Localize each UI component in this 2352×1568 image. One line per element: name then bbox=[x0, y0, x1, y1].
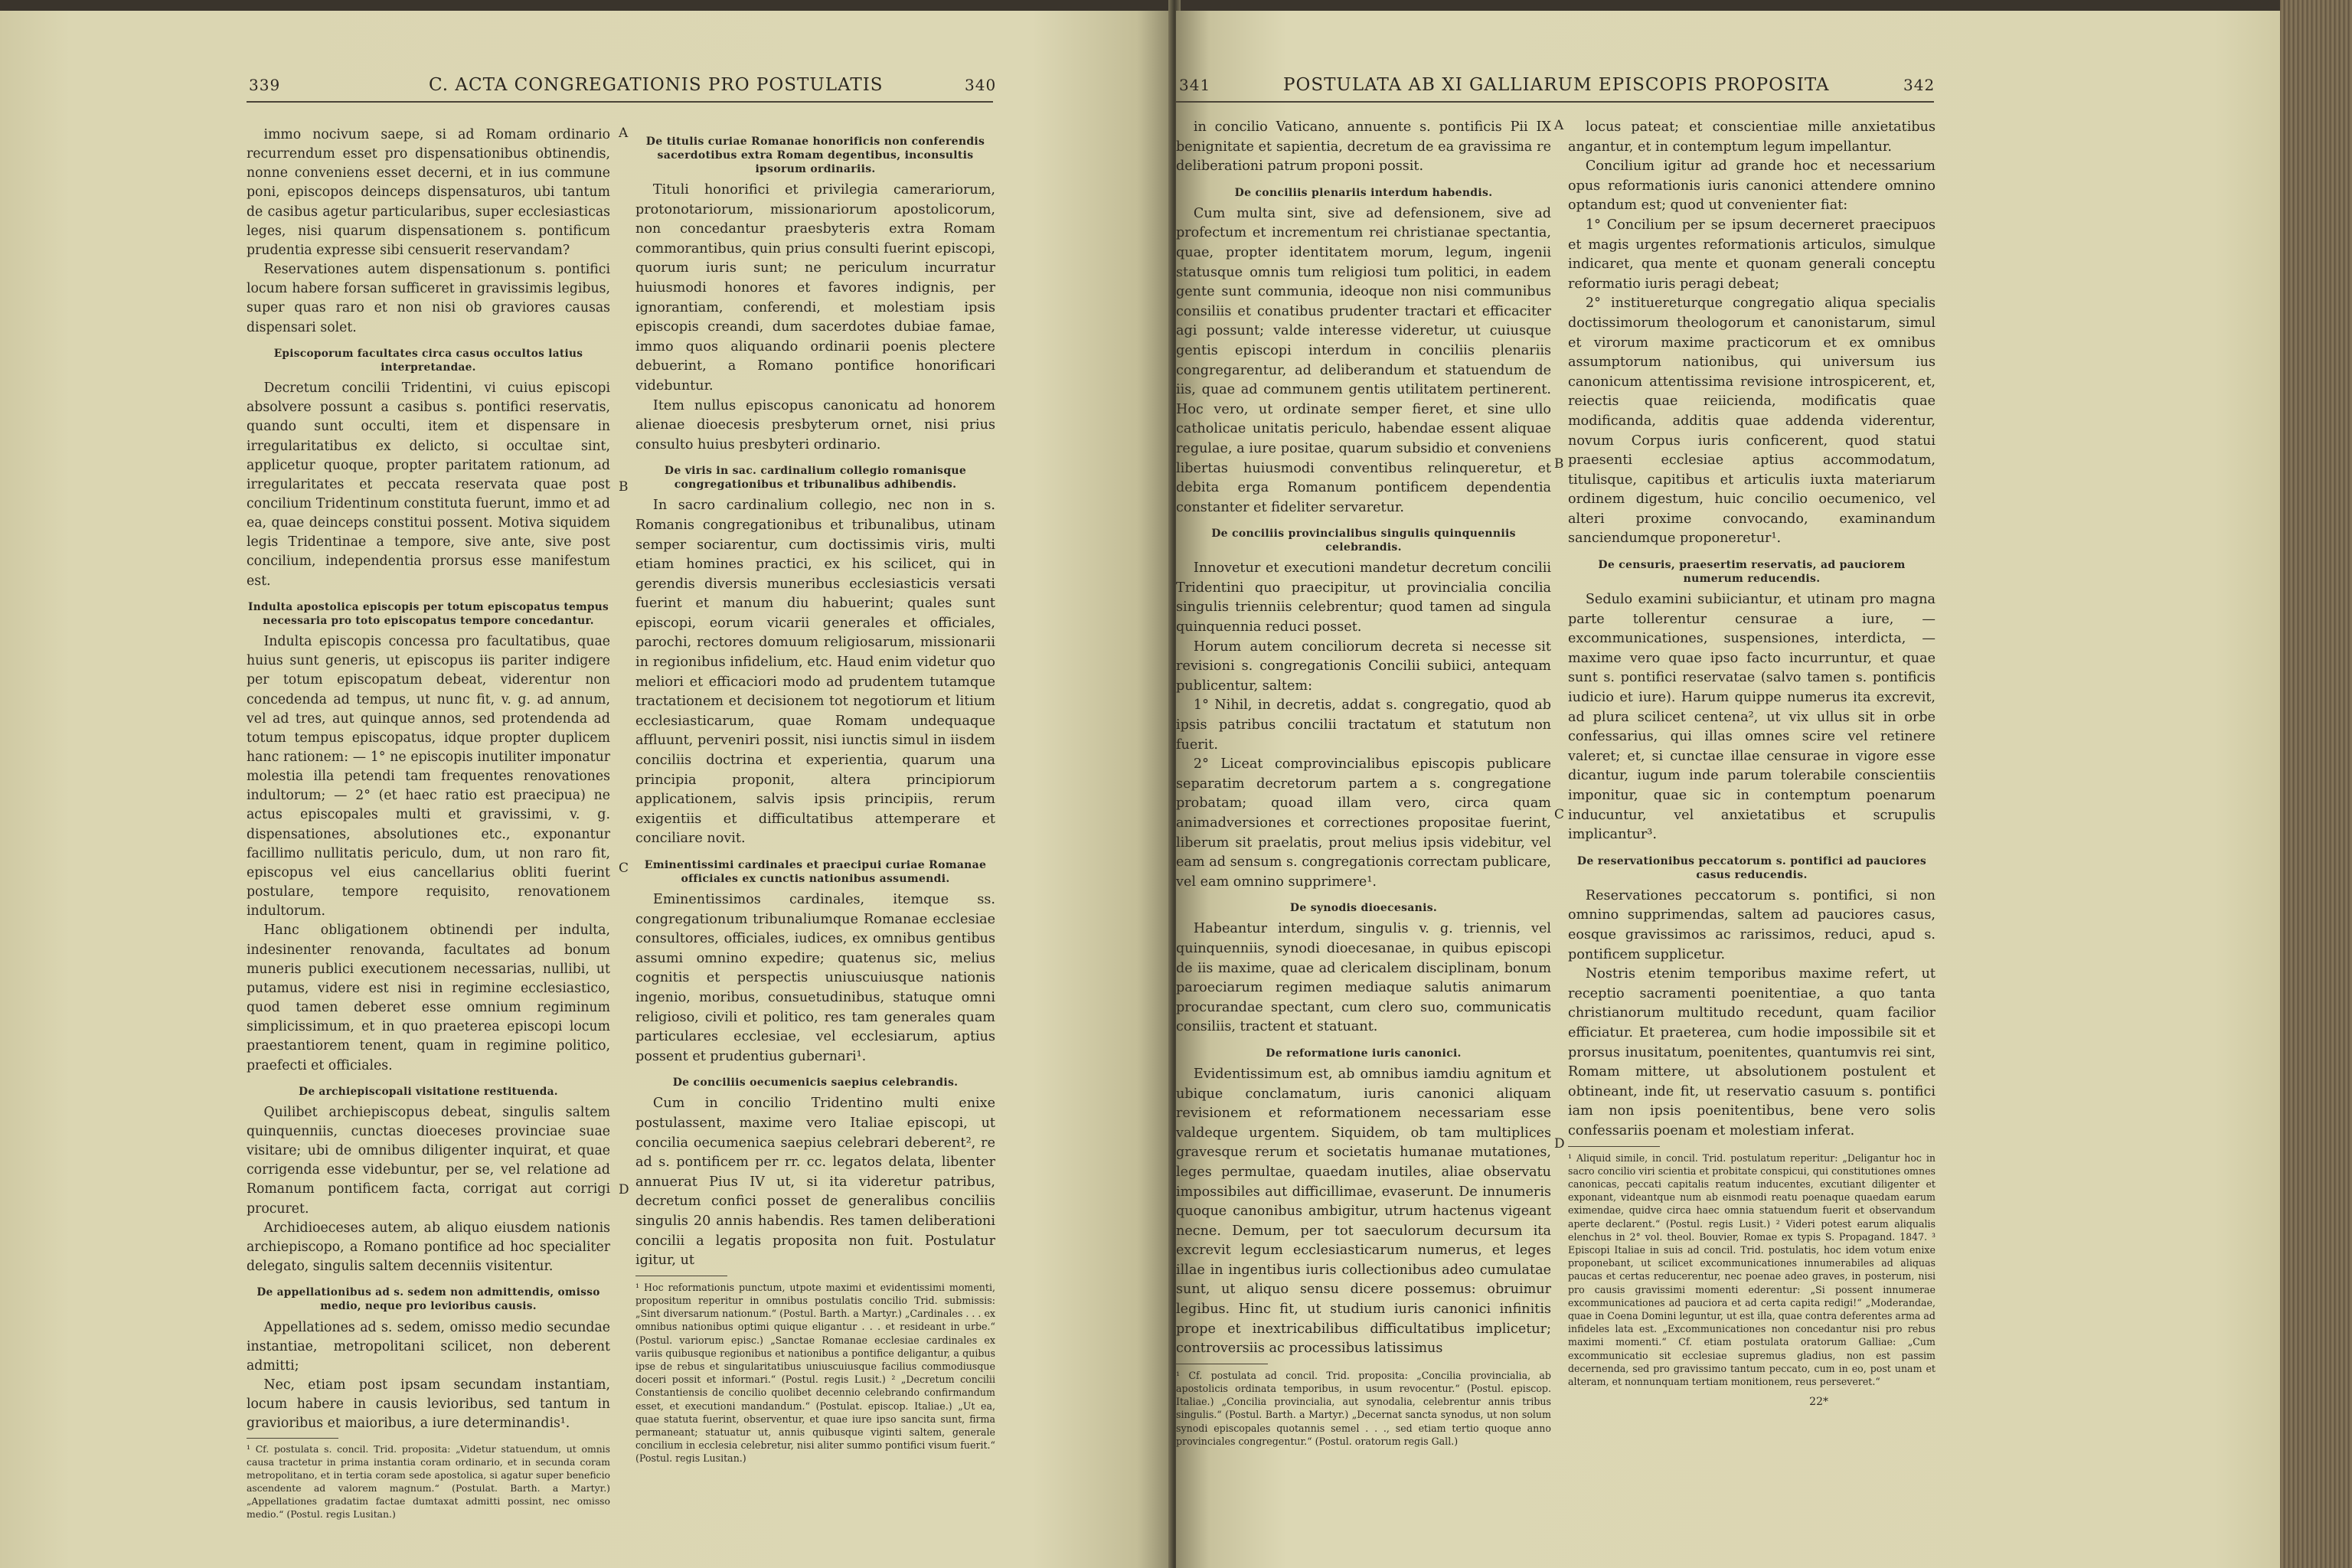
footnote-rule bbox=[247, 1438, 338, 1439]
paragraph: Quilibet archiepiscopus debeat, singulis saltem quinquenniis, cunctas dioeceses provinciae suae visitare; ubi de omnibus diligenter inquirat, et quae corrigenda esse videbuntur, per se, vel relatione ad Romanum pontificem facta, corrigat aut corrigi procuret. bbox=[247, 1104, 610, 1217]
margin-letter: D bbox=[619, 1182, 629, 1197]
section-heading: De appellationibus ad s. sedem non admittendis, omisso medio, neque pro levioribus causis. bbox=[256, 1286, 600, 1313]
paragraph: Indulta episcopis concessa pro facultatibus, quae huius sunt generis, ut episcopus iis pariter indigere per totum episcopatum debeat, viderentur non concedenda ad tempus, ut nunc fit, v. g. ad annum, vel ad tres, aut quinque annos, sed protendenda ad totum tempus episcopatus, idque propter duplicem hanc rationem: — 1° ne episcopis inutiliter imponatur molestia illa petendi tam frequentes renovationes indultorum; — 2° (et haec ratio est praecipua) ne actus episcopales multi et gravissimi, v. g. dispensationes, absolutiones etc., exponantur facillimo nullitatis periculo, dum, ut non raro fit, episcopus vel eius cancellarius obliti fuerint postulare, tempore requisito, renovationem indultorum. bbox=[247, 634, 610, 920]
paragraph: Reservationes autem dispensationum s. pontifici locum habere forsan sufficeret in gravissimis legibus, super quas raro et non nisi ob graviores causas dispensari solet. bbox=[247, 262, 610, 335]
paragraph: immo nocivum saepe, si ad Romam ordinario recurrendum esset pro dispensationibus obtinendis, nonne conveniens esset decerni, et in ius commune poni, episcopos deinceps dispensaturos, ubi tantum de casibus agetur particularibus, super ecclesiasticas leges, nisi quarum dispensationem s. pontificum prudentia expresse sibi censuerit reservandam? bbox=[247, 127, 610, 258]
paragraph: 1° Nihil, in decretis, addat s. congregatio, quod ab ipsis patribus concilii tractatum et statutum non fuerit. bbox=[1176, 697, 1551, 753]
paragraph: Item nullus episcopus canonicatu ad honorem alienae dioecesis presbyterum ornet, nisi prius consulto huius presbyteri ordinario. bbox=[635, 397, 995, 452]
section-heading: De conciliis oecumenicis saepius celebrandis. bbox=[672, 1076, 959, 1089]
page-number-right: 341 bbox=[1179, 76, 1211, 94]
section-heading: Episcoporum facultates circa casus occultos latius interpretandae. bbox=[273, 347, 583, 374]
right-page bbox=[1176, 11, 2280, 1568]
paragraph: Horum autem conciliorum decreta si necesse sit revisioni s. congregationis Concilii subiici, antequam publicentur, saltem: bbox=[1176, 639, 1551, 694]
paragraph: In sacro cardinalium collegio, nec non in s. Romanis congregationibus et tribunalibus, utinam semper sociarentur, cum doctissimis viris, multi etiam homines practici, ex his scilicet, qui in gerendis diversis muneribus ecclesiasticis versati fuerint et manum diu habuerint; quales sunt episcopi, eorum vicarii generales et officiales, parochi, rectores domuum religiosarum, missionarii in regionibus infidelium, etc. Haud enim videtur quo meliori et efficaciori modo ad prudentem tutamque tractationem et decisionem tot negotiorum et litium ecclesiasticarum, quae Romam undequaque affluunt, perveniri possit, nisi iunctis simul in iisdem conciliis doctrina et experientia, quarum una principia proponit, altera principiorum applicationem, salvis ipsis principiis, rerum exigentiis et difficultatibus attemperare et conciliare novit. bbox=[635, 498, 995, 847]
section-heading: Eminentissimi cardinales et praecipui curiae Romanae officiales ex cunctis nationibus assumendi. bbox=[644, 859, 987, 885]
page-number-right-2: 342 bbox=[1903, 76, 1936, 94]
paragraph: Cum in concilio Tridentino multi enixe postulassent, maxime vero Italiae episcopi, ut concilia oecumenica saepius celebrari deberent², re ad s. pontificem per rr. cc. legatos delata, libenter annuerat Pius IV ut, si ita videretur patribus, decretum confici posset de generalibus conciliis singulis 20 annis habendis. Res tamen deliberationi concilii a legatis proposita non fuit. Postulatur igitur, ut bbox=[635, 1096, 995, 1269]
page-number-left-2: 340 bbox=[965, 76, 997, 94]
margin-letter: C bbox=[619, 861, 629, 876]
paragraph: Nostris etenim temporibus maxime refert, ut receptio sacramenti poenitentiae, a quo tanta christianorum multitudo recedunt, quam facilior efficiatur. Et praeterea, cum hodie impossibile sit et prorsus inusitatum, poenitentes, quantumvis rei sint, Romam mittere, ut absolutionem postulent et obtineant, inde fit, ut reservatio casuum s. pontifici iam non ipsis poenitentibus, bene vero solis confessariis poenam et molestiam inferat. bbox=[1568, 966, 1936, 1138]
paragraph: locus pateat; et conscientiae mille anxietatibus angantur, et in contemptum legum impellantur. bbox=[1568, 119, 1936, 155]
margin-letter: A bbox=[1554, 118, 1564, 133]
section-heading: De archiepiscopali visitatione restituenda. bbox=[299, 1085, 558, 1098]
paragraph: Tituli honorifici et privilegia camerariorum, protonotariorum, missionariorum apostolicorum, non concedantur praesbyteris extra Romam commorantibus, quin prius consulti fuerint episcopi, quorum iuris sunt; ne periculum incurratur huiusmodi honores et favores indignis, per ignorantiam, conferendi, et molestiam ipsis episcopis creandi, dum sacerdotes dubiae famae, immo quos aliquando ordinarii poenis plectere debuerint, a Romano pontifice honorificari videbuntur. bbox=[635, 182, 995, 394]
book-page-edges bbox=[2280, 0, 2352, 1568]
paragraph: Decretum concilii Tridentini, vi cuius episcopi absolvere possunt a casibus s. pontifici reservatis, quando sunt occulti, item et dispensare in irregularitatibus ex delicto, si occultae sint, applicetur quoque, propter paritatem rationum, ad irregularitates et peccata reservata quae post concilium Tridentinum constituta fuerunt, immo et ad ea, quae deinceps constitui possent. Motiva siquidem legis Tridentinae a tempore, sive ante, sive post concilium, independentia prorsus esse manifestum est. bbox=[247, 381, 610, 589]
paragraph: in concilio Vaticano, annuente s. pontificis Pii IX benignitate et sapientia, decretum de ea gravissima re deliberationi patrum proponi possit. bbox=[1176, 119, 1551, 175]
section-heading: De titulis curiae Romanae honorificis non conferendis sacerdotibus extra Romam degentibus, inconsultis ipsorum ordinariis. bbox=[645, 136, 985, 175]
footnote: ¹ Hoc reformationis punctum, utpote maximi et evidentissimi momenti, propositum reperitur in omnibus postulatis concilio Trid. submissis: „Sint diversarum nationum.“ (Postul. Barth. a Martyr.) „Cardinales . . . ex omnibus nationibus optimi quique eligantur . . . et resideant in urbe.“ (Postul. variorum episc.) „Sanctae Romanae ecclesiae cardinales ex variis quibusque regionibus et nationibus a pontifice deligantur, a quibus ipse de rebus et singularitatibus uniuscuiusque facilius commodiusque doceri possit et informari.“ (Postul. regis Lusit.) ² „Decretum concilii Constantiensis de concilio quolibet decennio celebrando confirmandum esset, et executioni mandandum.“ (Postulat. episcop. Italiae.) „Ut ea, quae statuta fuerint, observentur, et quae iure ipso sancita sunt, firma permaneant; statuatur ut, annis quibusque viginti saltem, generale concilium in ecclesia celebretur, nisi aliter summo pontifici visum fuerit.“ (Postul. regis Lusitan.) bbox=[635, 1281, 995, 1465]
running-head-left: C. ACTA CONGREGATIONIS PRO POSTULATIS bbox=[429, 75, 884, 95]
running-head-right: POSTULATA AB XI GALLIARUM EPISCOPIS PROPOSITA bbox=[1283, 75, 1830, 95]
paragraph: Reservationes peccatorum s. pontifici, si non omnino supprimendas, saltem ad pauciores casus, eosque gravissimos ac rarissimos, reduci, apud s. pontificem supplicetur. bbox=[1568, 887, 1936, 962]
margin-letter: C bbox=[1554, 807, 1565, 822]
paragraph: Habeantur interdum, singulis v. g. triennis, vel quinquenniis, synodi dioecesanae, in quibus episcopi de iis maxime, quae ad clericalem disciplinam, bonum paroeciarum regimen mediaque salutis animarum procurandae spectant, cum clero suo, communicatis consiliis, tractent et statuant. bbox=[1176, 921, 1551, 1035]
paragraph: 2° instituereturque congregatio aliqua specialis doctissimorum theologorum et canonistarum, simul et virorum maxime practicorum et ex omnibus assumptorum nationibus, qui universum ius canonicum attentissima revisione introspicerent, et, reiectis quae reiicienda, modificatis quae modificanda, additis quae addenda viderentur, novum Corpus iuris conficerent, quod statui praesenti ecclesiae aptius accommodatum, titulisque, capitibus et articulis iuxta materiarum ordinem digestum, huic concilio oecumenico, vel alteri proxime convocando, examinandum sanciendumque proponeretur¹. bbox=[1568, 296, 1936, 547]
footnote-rule bbox=[1568, 1146, 1660, 1147]
header-rule-left bbox=[247, 101, 993, 103]
footnote: ¹ Aliquid simile, in concil. Trid. postulatum reperitur: „Deligantur hoc in sacro concilio viri scientia et probitate conspicui, qui constitutiones omnes canonicas, peccati capitalis reatum inducentes, excutiant diligenter et exponant, videantque num ab eisnmodi reatu poenaque quaedam earum eximendae, quidve circa haec omnia statuendum fuerit et observandum aperte declarent.“ (Postul. regis Lusit.) ² Videri potest earum aliqualis elenchus in 2° vol. theol. Bouvier, Romae ex typis S. Propagand. 1847. ³ Episcopi Italiae in suis ad concil. Trid. postulatis, hoc idem votum enixe proponebant, ut scilicet excommunicationes innumerabiles ad aliquas paucas et certas reducerentur, nec poenae adeo graves, in posterum, nisi pro causis gravissimi momenti ederentur: „Si possent innumerae excommunicationes ad pauciora et ad certa capita redigi!“ „Moderandae, quae in Coena Domini leguntur, ut est illa, quae contra deferentes arma ad infideles lata est. „Excommunicationes non concedantur nisi pro rebus maximi momenti.“ Cf. etiam postulata oratorum Galliae: „Cum excommunicatio sit ecclesiae supremus gladius, non est passim decernenda, sed pro gravissimo tantum peccato, cum in eo, post unam et alteram, et nonnunquam tertiam monitionem, reus perseveret.“ bbox=[1568, 1152, 1936, 1387]
right-column-2 bbox=[1568, 118, 1936, 1413]
paragraph: Evidentissimum est, ab omnibus iamdiu agnitum et ubique conclamatum, iuris canonici aliquam revisionem et reformationem necessariam esse valdeque urgentem. Siquidem, ob tam multiplices gravesque rerum et societatis humanae mutationes, leges permultae, quaedam inutiles, aliae observatu impossibiles aut difficillimae, evaserunt. De innumeris quoque canonibus ambigitur, utrum hactenus vigeant necne. Demum, per tot saeculorum decursum ita excrevit legum ecclesiasticarum numerus, et leges illae in ingentibus iuris collectionibus adeo cumulatae sunt, ut aliquo sensu dicere possemus: obruimur legibus. Hinc fit, ut studium iuris canonici infinitis prope et inextricabilibus difficultatibus implicetur; controversiis ac processibus latissimus bbox=[1176, 1066, 1551, 1357]
margin-letter: D bbox=[1554, 1136, 1565, 1152]
signature-mark: 22* bbox=[1809, 1396, 1828, 1409]
paragraph: 1° Concilium per se ipsum decerneret praecipuos et magis urgentes reformationis articulos, simulque indicaret, qua mente et quonam generali conceptu reformatio iuris peragi debeat; bbox=[1568, 217, 1936, 292]
header-rule-right bbox=[1176, 101, 1934, 103]
left-column-1 bbox=[247, 126, 610, 1521]
paragraph: Cum multa sint, sive ad defensionem, sive ad profectum et incrementum rei christianae spectantia, quae, propter identitatem morum, legum, ingenii statusque omnis tum religiosi tum politici, in eadem gente sunt communia, ideoque non nisi communibus consiliis et conatibus prudenter tractari et efficaciter agi possunt; valde interesse videretur, ut cuiusque gentis episcopi interdum in conciliis plenariis congregarentur, ad deliberandum et statuendum de iis, quae ad communem gentis utilitatem pertinerent. Hoc vero, ut ordinate semper fieret, et sine ullo catholicae unitatis periculo, habendae essent aliquae regulae, a iure positae, quarum subsidio et conveniens libertas huiusmodi conventibus relinqueretur, et debita erga Romanum pontificem dependentia constanter et fideliter servaretur. bbox=[1176, 205, 1551, 515]
paragraph: Appellationes ad s. sedem, omisso medio secundae instantiae, metropolitani scilicet, non deberent admitti; bbox=[247, 1319, 610, 1374]
left-column-2 bbox=[635, 126, 995, 1465]
section-heading: De synodis dioecesanis. bbox=[1289, 902, 1438, 915]
margin-letter: B bbox=[619, 479, 629, 495]
section-heading: De reformatione iuris canonici. bbox=[1266, 1047, 1462, 1060]
margin-letter: B bbox=[1554, 456, 1564, 472]
paragraph: Nec, etiam post ipsam secundam instantiam, locum habere in causis levioribus, sed tantum in gravioribus et maioribus, a iure determinandis¹. bbox=[247, 1377, 610, 1432]
footnote: ¹ Cf. postulata s. concil. Trid. proposita: „Videtur statuendum, ut omnis causa tractetur in prima instantia coram ordinario, et in secunda coram metropolitano, et in tertia coram sede apostolica, si agatur super beneficio ascendente ad valorem magnum.“ (Postulat. Barth. a Martyr.) „Appellationes gradatim factae dumtaxat admitti possint, nec omisso medio.“ (Postul. regis Lusitan.) bbox=[247, 1443, 610, 1520]
paragraph: Sedulo examini subiiciantur, et utinam pro magna parte tollerentur censurae a iure, — excommunicationes, suspensiones, interdicta, — maxime vero quae ipso facto incurruntur, et quae sunt s. pontifici reservatae (salvo tamen s. pontificis iudicio et iure). Harum quippe numerus ita excrevit, ad plura scilicet centena², ut vix ullus sit in orbe confessarius, qui illas omnes scire vel retinere valeret; et, si cunctae illae censurae in vigore esse dicantur, iugum inde parum tolerabile conscientiis imponitur, quae sic in contemptum poenarum inducuntur, vel anxietatibus et scrupulis implicantur³. bbox=[1568, 592, 1936, 843]
section-heading: De viris in sac. cardinalium collegio romanisque congregationibus et tribunalibus adhibendis. bbox=[664, 465, 967, 492]
paragraph: Hanc obligationem obtinendi per indulta, indesinenter renovanda, facultates ad bonum muneris publici executionem necessarias, nullibi, ut putamus, videre est nisi in regimine ecclesiastico, quod tamen deberet esse omnium regiminum simplicissimum, et in quo praeterea episcopi locum praestantiorem tenent, quam in regimine politico, praefecti et officiales. bbox=[247, 923, 610, 1073]
margin-letter: A bbox=[619, 126, 629, 141]
section-heading: De conciliis plenariis interdum habendis. bbox=[1234, 186, 1493, 199]
paragraph: Archidioeceses autem, ab aliquo eiusdem nationis archiepiscopo, a Romano pontifice ad hoc specialiter delegato, singulis saltem decenniis visitentur. bbox=[247, 1220, 610, 1275]
left-page bbox=[0, 11, 1173, 1568]
section-heading: De censuris, praesertim reservatis, ad pauciorem numerum reducendis. bbox=[1598, 559, 1906, 586]
section-heading: De reservationibus peccatorum s. pontifici ad pauciores casus reducendis. bbox=[1576, 854, 1927, 881]
section-heading: Indulta apostolica episcopis per totum episcopatus tempus necessaria pro toto episcopatus tempore concedantur. bbox=[248, 600, 609, 627]
paragraph: 2° Liceat comprovincialibus episcopis publicare separatim decretorum partem a s. congregatione probatam; quoad illam vero, circa quam animadversiones et correctiones propositae fuerint, liberum sit praelatis, prout melius ipsis videbitur, vel eam ad sensum s. congregationis correctam publicare, vel eam omnino supprimere¹. bbox=[1176, 756, 1551, 890]
paragraph: Eminentissimos cardinales, itemque ss. congregationum tribunaliumque Romanae ecclesiae consultores, officiales, iudices, ex omnibus gentibus assumi omnino expedire; quatenus sic, melius cognitis et perspectis uniuscuiusque nationis ingenio, moribus, consuetudinibus, statuque omni religioso, civili et politico, res tam generales quam particulares ecclesiae, vel ecclesiarum, aptius possent et prudentius gubernari¹. bbox=[635, 892, 995, 1064]
section-heading: De conciliis provincialibus singulis quinquenniis celebrandis. bbox=[1211, 528, 1516, 554]
paragraph: Concilium igitur ad grande hoc et necessarium opus reformationis iuris canonici attendere omnino optandum est; quod ut convenienter fiat: bbox=[1568, 158, 1936, 214]
footnote: ¹ Cf. postulata ad concil. Trid. proposita: „Concilia provincialia, ab apostolicis ordinata temporibus, in usum revocentur.“ (Postul. episcop. Italiae.) „Concilia provincialia, aut synodalia, celebrentur annis tribus singulis.“ (Postul. Barth. a Martyr.) „Decernat sancta synodus, ut non solum synodi episcopales quotannis semel . . ., sed etiam tertio quoque anno provinciales congregentur.“ (Postul. oratorum regis Gall.) bbox=[1176, 1369, 1551, 1447]
right-column-1 bbox=[1176, 118, 1551, 1448]
page-number-left: 339 bbox=[249, 76, 281, 94]
paragraph: Innovetur et executioni mandetur decretum concilii Tridentini quo praecipitur, ut provincialia concilia singulis trienniis celebrentur; quod tamen ad singula quinquennia reduci posset. bbox=[1176, 560, 1551, 635]
